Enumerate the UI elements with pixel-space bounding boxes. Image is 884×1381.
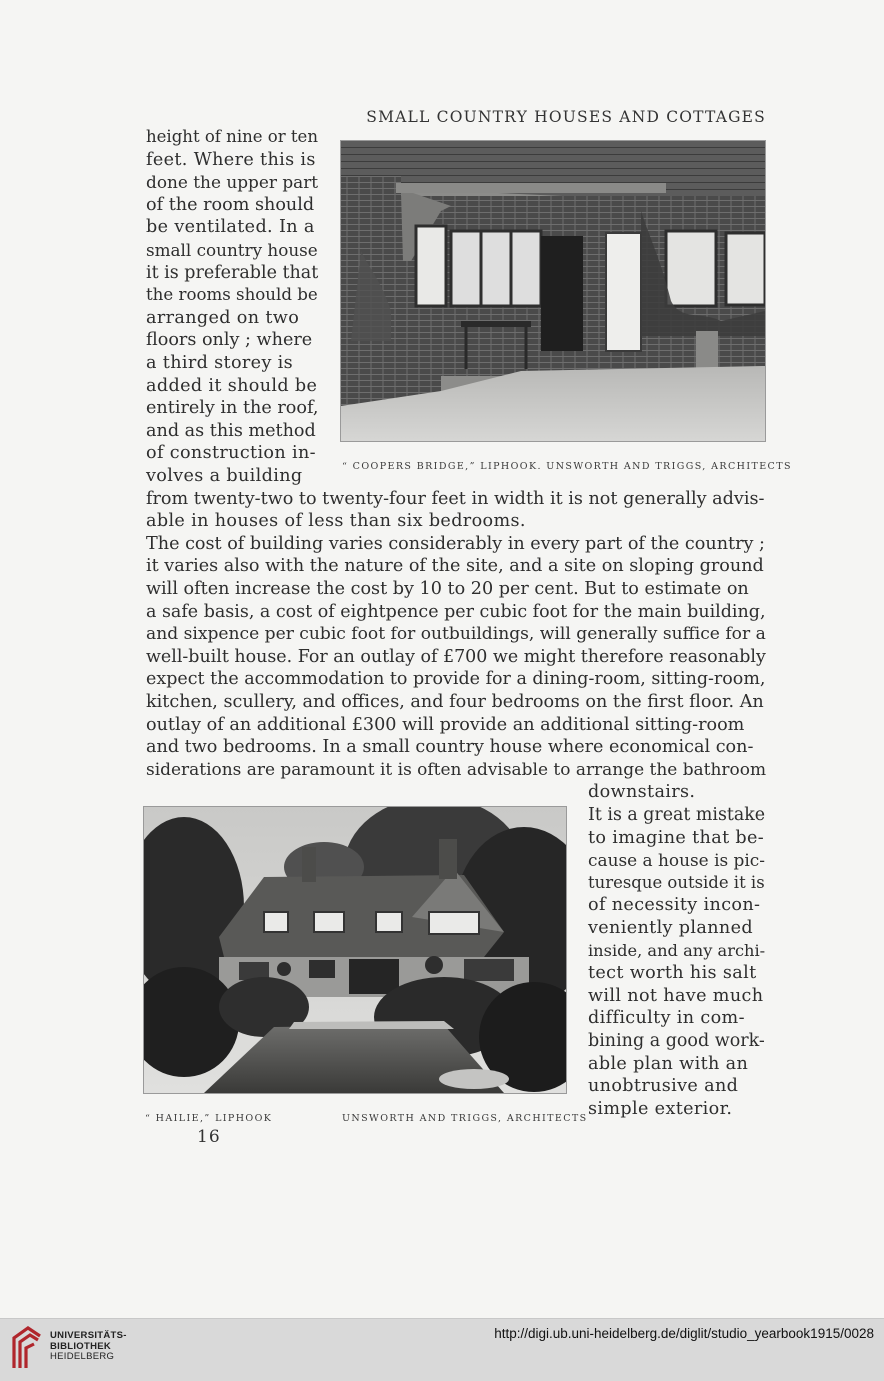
text-line: height of nine or ten	[146, 127, 318, 146]
caption-hailie-right: UNSWORTH AND TRIGGS, ARCHITECTS	[342, 1113, 588, 1124]
text-line: well-built house. For an outlay of £700 we might therefore reasonably	[146, 646, 766, 667]
text-line: will often increase the cost by 10 to 20 per cent. But to estimate on	[146, 579, 749, 599]
photo-coopers-bridge-image	[341, 141, 765, 441]
library-name-line2: BIBLIOTHEK	[50, 1340, 112, 1352]
photo-coopers-bridge	[340, 140, 766, 442]
library-name-line1: UNIVERSITÄTS-	[50, 1330, 127, 1341]
text-line: and as this method	[146, 420, 316, 441]
text-line: entirely in the roof,	[146, 398, 319, 419]
library-name	[50, 1331, 127, 1363]
text-line: able plan with an	[588, 1053, 749, 1074]
text-line: the rooms should be	[146, 285, 318, 305]
text-line: bining a good work-	[588, 1031, 765, 1051]
library-name-line3: HEIDELBERG	[50, 1351, 115, 1362]
text-line: feet. Where this is	[146, 149, 316, 170]
text-line: veniently planned	[588, 918, 753, 938]
text-line: small country house	[146, 240, 318, 260]
text-line: outlay of an additional £300 will provide an additional sitting-room	[146, 714, 745, 735]
text-line: a safe basis, a cost of eightpence per cubic foot for the main building,	[146, 601, 766, 622]
university-library-logo-icon	[10, 1324, 42, 1370]
page-url-link[interactable]: http://digi.ub.uni-heidelberg.de/diglit/studio_yearbook1915/0028	[494, 1326, 874, 1341]
text-line: and sixpence per cubic foot for outbuildings, will generally suffice for a	[146, 624, 766, 645]
text-line: siderations are paramount it is often advisable to arrange the bathroom	[146, 759, 767, 780]
text-line: arranged on two	[146, 307, 300, 328]
caption-hailie-left: “ HAILIE,” LIPHOOK	[145, 1113, 273, 1124]
text-line: kitchen, scullery, and offices, and four bedrooms on the first floor. An	[146, 692, 764, 712]
text-line: and two bedrooms. In a small country house where economical con-	[146, 737, 754, 758]
text-line: added it should be	[146, 375, 318, 396]
text-line: of the room should	[146, 194, 315, 215]
text-line: difficulty in com-	[588, 1008, 745, 1029]
text-line: will not have much	[588, 985, 764, 1006]
text-line: simple exterior.	[588, 1098, 733, 1119]
text-line: it varies also with the nature of the site, and a site on sloping ground	[146, 556, 764, 577]
text-line: floors only ; where	[146, 330, 313, 351]
text-line: unobtrusive and	[588, 1076, 739, 1097]
text-line: downstairs.	[588, 782, 696, 803]
text-line: it is preferable that	[146, 262, 319, 283]
text-line: be ventilated. In a	[146, 217, 315, 238]
text-line: volves a building	[146, 466, 303, 486]
text-line: of construction in-	[146, 443, 316, 464]
photo-hailie	[143, 806, 567, 1094]
text-line: cause a house is pic-	[588, 850, 765, 871]
text-line: tect worth his salt	[588, 963, 757, 984]
text-line: turesque outside it is	[588, 872, 765, 892]
text-line: of necessity incon-	[588, 895, 761, 916]
text-line: inside, and any archi-	[588, 940, 766, 960]
caption-coopers-bridge: “ COOPERS BRIDGE,” LIPHOOK. UNSWORTH AND TRIGGS, ARCHITECTS	[342, 461, 792, 472]
text-line: The cost of building varies considerably in every part of the country ;	[146, 533, 765, 554]
page-number: 16	[197, 1127, 221, 1147]
text-line: able in houses of less than six bedrooms.	[146, 511, 526, 532]
text-line: It is a great mistake	[588, 805, 766, 825]
text-line: expect the accommodation to provide for a dining-room, sitting-room,	[146, 669, 766, 690]
text-line: a third storey is	[146, 353, 294, 373]
running-head: SMALL COUNTRY HOUSES AND COTTAGES	[366, 108, 766, 126]
text-line: done the upper part	[146, 172, 319, 193]
text-line: from twenty-two to twenty-four feet in width it is not generally advis-	[146, 488, 765, 509]
photo-hailie-image	[144, 807, 566, 1093]
text-line: to imagine that be-	[588, 827, 765, 848]
